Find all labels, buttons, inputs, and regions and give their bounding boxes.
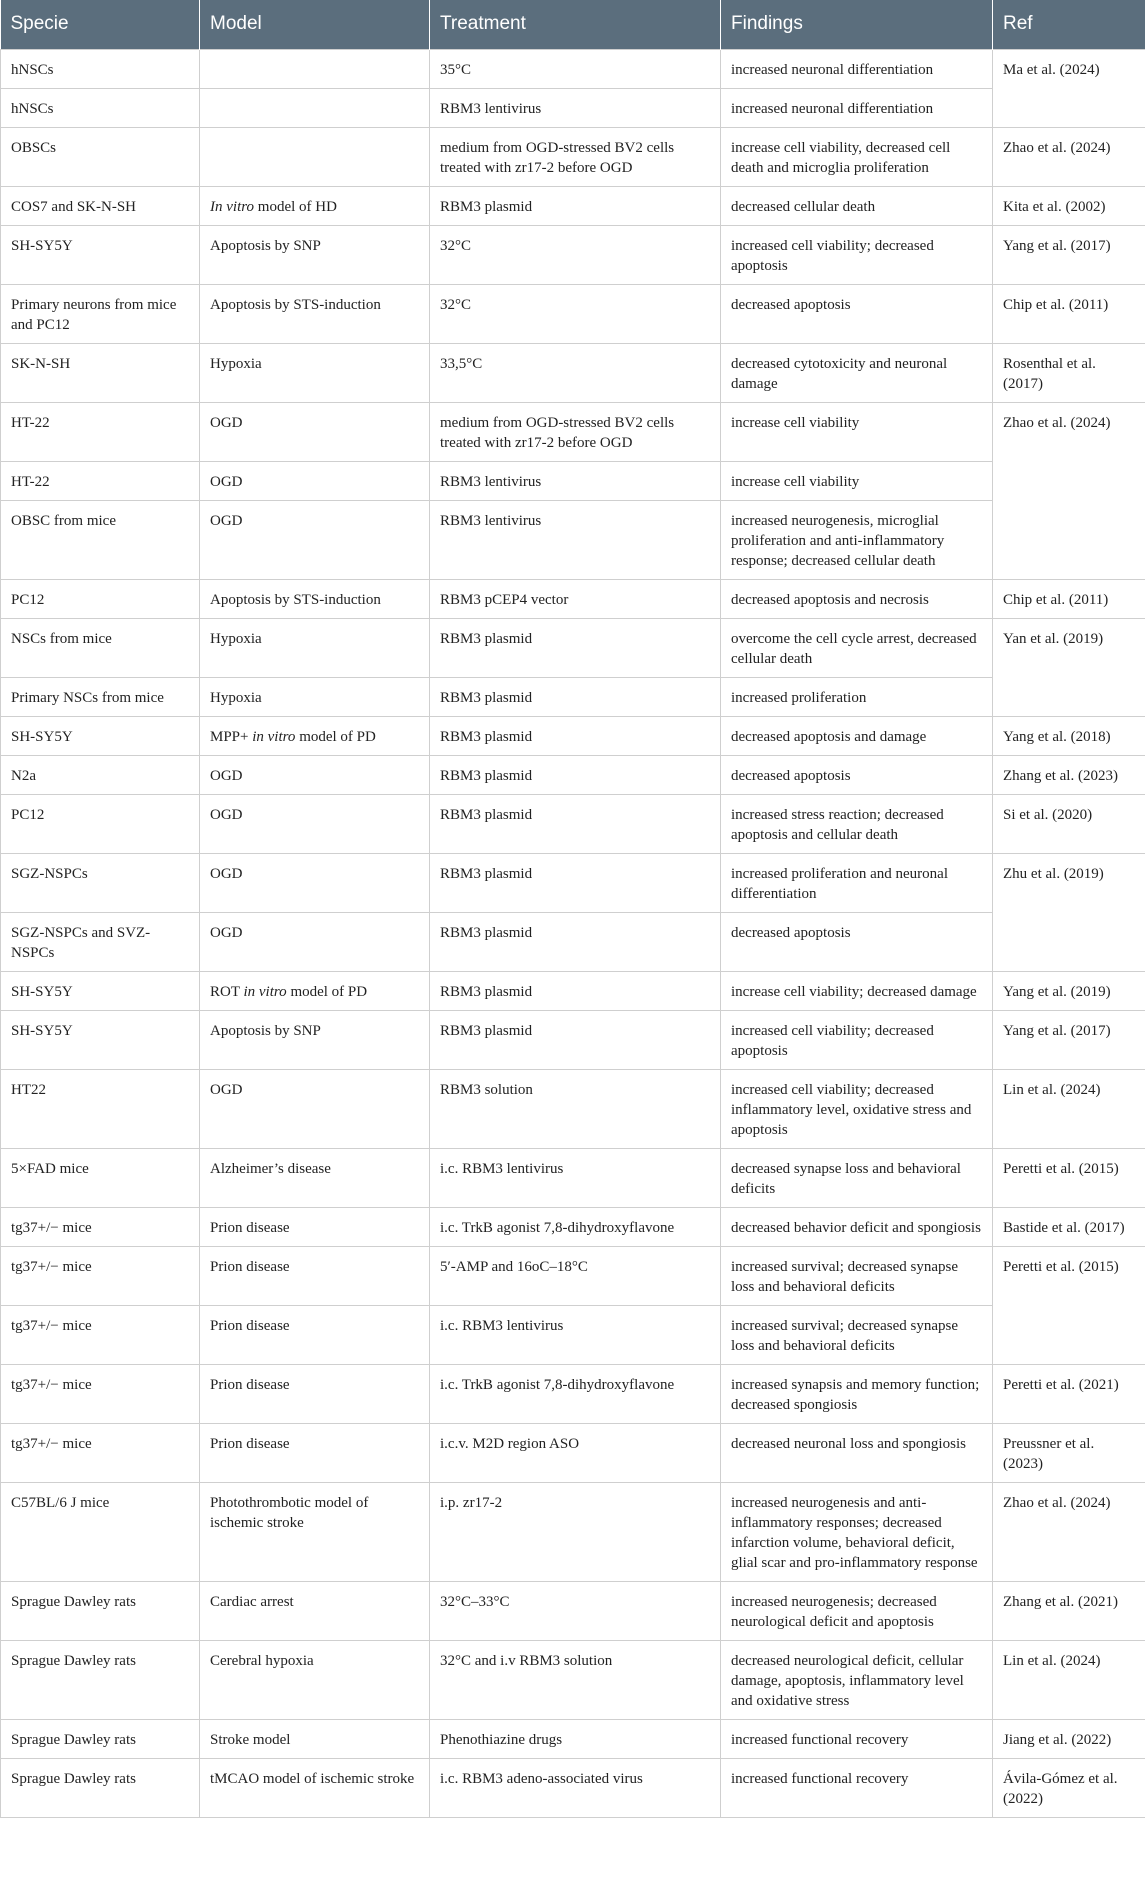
cell-ref: Zhao et al. (2024) [993,1483,1145,1582]
table-row [1,580,1145,619]
cell-ref: Yang et al. (2017) [993,226,1145,285]
table-row [1,1247,1145,1306]
cell-model: Apoptosis by SNP [200,1011,430,1070]
cell-findings: decreased apoptosis and damage [721,717,993,756]
cell-findings: increased stress reaction; decreased apoptosis and cellular death [721,795,993,854]
cell-model: OGD [200,795,430,854]
cell-findings: increased functional recovery [721,1720,993,1759]
table-row [1,1582,1145,1641]
table-row [1,226,1145,285]
cell-treatment: RBM3 lentivirus [430,89,721,128]
cell-specie: HT-22 [1,462,200,501]
cell-treatment: 32°C and i.v RBM3 solution [430,1641,721,1720]
table-row [1,128,1145,187]
cell-specie: SH-SY5Y [1,717,200,756]
cell-findings: decreased neurological deficit, cellular damage, apoptosis, inflammatory level and oxidative stress [721,1641,993,1720]
cell-specie: SH-SY5Y [1,1011,200,1070]
cell-specie: tg37+/− mice [1,1247,200,1306]
table-row [1,913,1145,972]
table-row [1,285,1145,344]
cell-model: In vitro model of HD [200,187,430,226]
cell-findings: increase cell viability, decreased cell death and microglia proliferation [721,128,993,187]
table-row [1,972,1145,1011]
cell-ref: Kita et al. (2002) [993,187,1145,226]
cell-treatment: medium from OGD-stressed BV2 cells treated with zr17-2 before OGD [430,403,721,462]
cell-findings: increased neurogenesis and anti-inflammatory responses; decreased infarction volume, behavioral deficit, glial scar and pro-inflammatory response [721,1483,993,1582]
cell-model: Apoptosis by SNP [200,226,430,285]
table-row [1,1306,1145,1365]
cell-model-italic: in vitro [252,729,296,745]
cell-treatment: RBM3 plasmid [430,187,721,226]
cell-model-italic: in vitro [243,984,287,1000]
cell-findings: increased neuronal differentiation [721,50,993,89]
cell-model: OGD [200,403,430,462]
cell-specie: 5×FAD mice [1,1149,200,1208]
cell-model: Stroke model [200,1720,430,1759]
table-row [1,1424,1145,1483]
cell-specie: tg37+/− mice [1,1365,200,1424]
cell-specie: Sprague Dawley rats [1,1759,200,1818]
table-row [1,1720,1145,1759]
cell-model: Cardiac arrest [200,1582,430,1641]
cell-model: Hypoxia [200,344,430,403]
cell-findings: decreased apoptosis [721,756,993,795]
cell-ref: Ávila-Gómez et al. (2022) [993,1759,1145,1818]
cell-model: OGD [200,854,430,913]
cell-specie: OBSC from mice [1,501,200,580]
cell-treatment: i.c. RBM3 lentivirus [430,1306,721,1365]
cell-ref: Rosenthal et al. (2017) [993,344,1145,403]
cell-specie: HT22 [1,1070,200,1149]
cell-findings: increased neurogenesis, microglial proliferation and anti-inflammatory response; decreased cellular death [721,501,993,580]
cell-specie: tg37+/− mice [1,1306,200,1365]
cell-findings: decreased apoptosis [721,913,993,972]
column-header-findings: Findings [721,0,993,50]
cell-treatment: RBM3 plasmid [430,1011,721,1070]
cell-ref: Lin et al. (2024) [993,1070,1145,1149]
cell-findings: increased cell viability; decreased inflammatory level, oxidative stress and apoptosis [721,1070,993,1149]
cell-model: Prion disease [200,1247,430,1306]
cell-specie: N2a [1,756,200,795]
cell-specie: PC12 [1,795,200,854]
cell-findings: decreased cytotoxicity and neuronal damage [721,344,993,403]
cell-findings: increased neurogenesis; decreased neurological deficit and apoptosis [721,1582,993,1641]
cell-findings: increase cell viability; decreased damage [721,972,993,1011]
cell-model-italic: In vitro [210,199,255,215]
cell-specie: C57BL/6 J mice [1,1483,200,1582]
header-row [1,0,1145,50]
table-row [1,1149,1145,1208]
cell-findings: increased neuronal differentiation [721,89,993,128]
cell-ref: Peretti et al. (2015) [993,1247,1145,1365]
cell-findings: increased functional recovery [721,1759,993,1818]
cell-ref: Yang et al. (2019) [993,972,1145,1011]
cell-findings: decreased neuronal loss and spongiosis [721,1424,993,1483]
table-body [1,50,1145,1818]
cell-specie: Sprague Dawley rats [1,1582,200,1641]
cell-ref: Bastide et al. (2017) [993,1208,1145,1247]
cell-findings: increased cell viability; decreased apoptosis [721,226,993,285]
cell-specie: SH-SY5Y [1,972,200,1011]
table-row [1,501,1145,580]
table-row [1,403,1145,462]
table-row [1,187,1145,226]
cell-model: Prion disease [200,1424,430,1483]
cell-treatment: RBM3 plasmid [430,756,721,795]
cell-model: ROT in vitro model of PD [200,972,430,1011]
cell-model [200,50,430,89]
cell-model: Hypoxia [200,619,430,678]
cell-specie: NSCs from mice [1,619,200,678]
cell-model: Apoptosis by STS-induction [200,580,430,619]
cell-model: Alzheimer’s disease [200,1149,430,1208]
cell-treatment: Phenothiazine drugs [430,1720,721,1759]
table-row [1,1759,1145,1818]
cell-specie: SH-SY5Y [1,226,200,285]
cell-model [200,128,430,187]
table-row [1,1365,1145,1424]
cell-findings: decreased cellular death [721,187,993,226]
cell-findings: decreased synapse loss and behavioral deficits [721,1149,993,1208]
cell-treatment: 32°C [430,285,721,344]
cell-treatment: i.c. TrkB agonist 7,8-dihydroxyflavone [430,1365,721,1424]
cell-model: Prion disease [200,1306,430,1365]
cell-treatment: RBM3 lentivirus [430,501,721,580]
cell-treatment: RBM3 plasmid [430,678,721,717]
cell-ref: Lin et al. (2024) [993,1641,1145,1720]
cell-specie: COS7 and SK-N-SH [1,187,200,226]
table-row [1,89,1145,128]
cell-findings: overcome the cell cycle arrest, decreased cellular death [721,619,993,678]
cell-specie: SGZ-NSPCs [1,854,200,913]
cell-treatment: 32°C–33°C [430,1582,721,1641]
table-row [1,1641,1145,1720]
table-row [1,344,1145,403]
cell-ref: Yang et al. (2017) [993,1011,1145,1070]
cell-treatment: RBM3 pCEP4 vector [430,580,721,619]
cell-specie: hNSCs [1,50,200,89]
cell-model: Photothrombotic model of ischemic stroke [200,1483,430,1582]
cell-specie: tg37+/− mice [1,1208,200,1247]
cell-model: Apoptosis by STS-induction [200,285,430,344]
table-row [1,1011,1145,1070]
cell-model: tMCAO model of ischemic stroke [200,1759,430,1818]
cell-treatment: i.c. RBM3 adeno-associated virus [430,1759,721,1818]
column-header-model: Model [200,0,430,50]
cell-ref: Chip et al. (2011) [993,580,1145,619]
cell-specie: hNSCs [1,89,200,128]
cell-treatment: medium from OGD-stressed BV2 cells treated with zr17-2 before OGD [430,128,721,187]
cell-model: Prion disease [200,1208,430,1247]
cell-findings: increased proliferation and neuronal differentiation [721,854,993,913]
cell-ref: Si et al. (2020) [993,795,1145,854]
cell-treatment: RBM3 lentivirus [430,462,721,501]
cell-model: OGD [200,501,430,580]
cell-treatment: RBM3 plasmid [430,795,721,854]
table-row [1,795,1145,854]
cell-treatment: 33,5°C [430,344,721,403]
table-row [1,1070,1145,1149]
cell-ref: Peretti et al. (2021) [993,1365,1145,1424]
table-row [1,619,1145,678]
cell-model: OGD [200,1070,430,1149]
cell-treatment: i.c. RBM3 lentivirus [430,1149,721,1208]
cell-treatment: RBM3 plasmid [430,913,721,972]
cell-specie: OBSCs [1,128,200,187]
cell-model: OGD [200,913,430,972]
table-row [1,717,1145,756]
cell-ref: Zhang et al. (2021) [993,1582,1145,1641]
cell-model: Prion disease [200,1365,430,1424]
cell-findings: decreased apoptosis and necrosis [721,580,993,619]
cell-treatment: 35°C [430,50,721,89]
table-row [1,1483,1145,1582]
cell-findings: increased survival; decreased synapse loss and behavioral deficits [721,1247,993,1306]
cell-specie: SGZ-NSPCs and SVZ-NSPCs [1,913,200,972]
cell-specie: SK-N-SH [1,344,200,403]
column-header-treatment: Treatment [430,0,721,50]
cell-treatment: RBM3 plasmid [430,854,721,913]
cell-specie: Primary neurons from mice and PC12 [1,285,200,344]
cell-ref: Zhao et al. (2024) [993,128,1145,187]
cell-treatment: 5′-AMP and 16oC–18°C [430,1247,721,1306]
cell-ref: Ma et al. (2024) [993,50,1145,128]
table-row [1,50,1145,89]
cell-ref: Yang et al. (2018) [993,717,1145,756]
cell-treatment: RBM3 plasmid [430,717,721,756]
cell-treatment: RBM3 plasmid [430,619,721,678]
cell-model: Cerebral hypoxia [200,1641,430,1720]
cell-treatment: i.p. zr17-2 [430,1483,721,1582]
cell-ref: Jiang et al. (2022) [993,1720,1145,1759]
cell-ref: Peretti et al. (2015) [993,1149,1145,1208]
cell-model: MPP+ in vitro model of PD [200,717,430,756]
cell-specie: HT-22 [1,403,200,462]
cell-ref: Zhu et al. (2019) [993,854,1145,972]
table-row [1,756,1145,795]
cell-findings: increased synapsis and memory function; decreased spongiosis [721,1365,993,1424]
cell-findings: increased proliferation [721,678,993,717]
cell-findings: decreased apoptosis [721,285,993,344]
cell-findings: increase cell viability [721,462,993,501]
cell-specie: PC12 [1,580,200,619]
cell-model [200,89,430,128]
cell-ref: Chip et al. (2011) [993,285,1145,344]
column-header-ref: Ref [993,0,1145,50]
cell-findings: increased survival; decreased synapse loss and behavioral deficits [721,1306,993,1365]
table-row [1,1208,1145,1247]
cell-specie: Sprague Dawley rats [1,1641,200,1720]
cell-findings: increased cell viability; decreased apoptosis [721,1011,993,1070]
table-row [1,462,1145,501]
cell-model: OGD [200,462,430,501]
cell-findings: decreased behavior deficit and spongiosis [721,1208,993,1247]
cell-specie: Primary NSCs from mice [1,678,200,717]
cell-treatment: i.c.v. M2D region ASO [430,1424,721,1483]
cell-ref: Yan et al. (2019) [993,619,1145,717]
cell-treatment: 32°C [430,226,721,285]
cell-model: Hypoxia [200,678,430,717]
cell-ref: Preussner et al. (2023) [993,1424,1145,1483]
column-header-specie: Specie [1,0,200,50]
table-row [1,854,1145,913]
cell-treatment: i.c. TrkB agonist 7,8-dihydroxyflavone [430,1208,721,1247]
cell-treatment: RBM3 solution [430,1070,721,1149]
cell-specie: Sprague Dawley rats [1,1720,200,1759]
cell-ref: Zhao et al. (2024) [993,403,1145,580]
cell-findings: increase cell viability [721,403,993,462]
cell-model: OGD [200,756,430,795]
cell-treatment: RBM3 plasmid [430,972,721,1011]
table-row [1,678,1145,717]
cell-specie: tg37+/− mice [1,1424,200,1483]
cell-ref: Zhang et al. (2023) [993,756,1145,795]
